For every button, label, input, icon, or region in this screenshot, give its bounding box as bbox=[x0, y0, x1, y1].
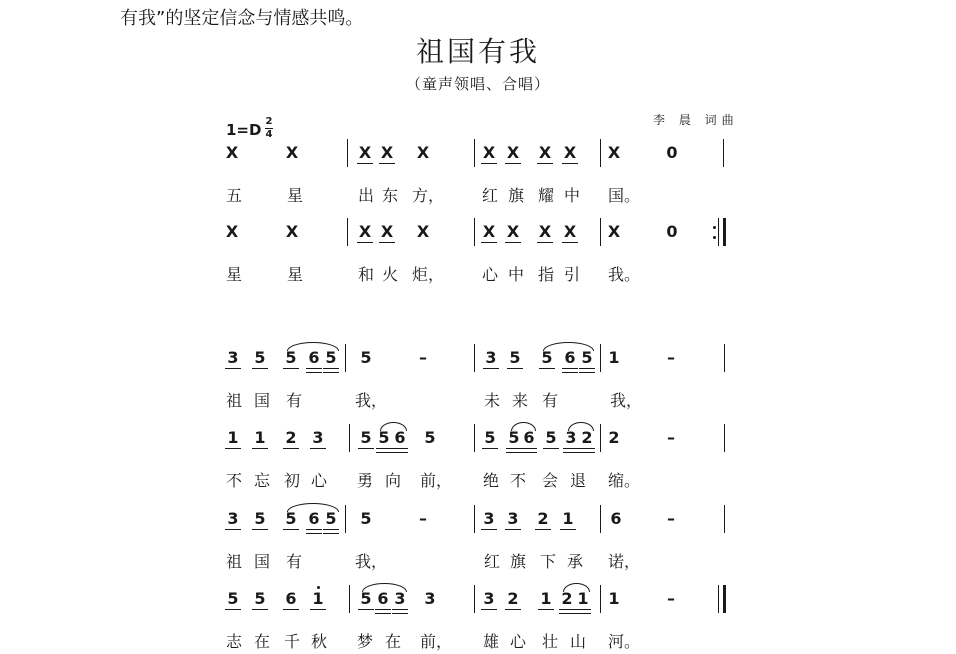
lyric-syllable: 中 bbox=[508, 265, 525, 284]
lyric-syllable: 炬， bbox=[412, 265, 445, 284]
note: X bbox=[285, 222, 299, 241]
lyric-syllable: 红 bbox=[484, 552, 501, 571]
note: 6 bbox=[610, 509, 622, 528]
slur bbox=[287, 342, 339, 351]
key-signature: 1=D bbox=[226, 121, 262, 139]
barline bbox=[474, 424, 475, 452]
lyric-syllable: 星 bbox=[287, 265, 304, 284]
note: 3 bbox=[224, 509, 242, 529]
lyric-syllable: 东 bbox=[382, 186, 399, 205]
note: X bbox=[480, 222, 498, 242]
lyric-syllable: 在 bbox=[254, 632, 271, 651]
note: 5 bbox=[481, 428, 499, 448]
note: X bbox=[378, 143, 396, 163]
note: X bbox=[480, 143, 498, 163]
note: 2 bbox=[558, 589, 576, 609]
note: 3 bbox=[504, 509, 522, 529]
note: X bbox=[561, 222, 579, 242]
barline bbox=[724, 424, 725, 452]
note: 0 bbox=[666, 143, 678, 162]
octave-dot bbox=[317, 586, 320, 589]
lyric-syllable: 退 bbox=[570, 471, 587, 490]
note: – bbox=[419, 509, 427, 528]
lyric-syllable: 在 bbox=[385, 632, 402, 651]
barline bbox=[600, 424, 601, 452]
lyric-syllable: 下 bbox=[540, 552, 557, 571]
note: X bbox=[607, 222, 621, 241]
lyric-syllable: 梦 bbox=[357, 632, 374, 651]
repeat-dot bbox=[713, 236, 716, 239]
barline bbox=[474, 218, 475, 246]
barline bbox=[474, 585, 475, 613]
slur bbox=[543, 342, 594, 351]
time-signature-top: 2 bbox=[265, 116, 273, 127]
barline bbox=[347, 139, 348, 167]
lyric-syllable: 来 bbox=[512, 391, 529, 410]
note: X bbox=[504, 222, 522, 242]
barline bbox=[349, 424, 350, 452]
lyric-syllable: 祖 bbox=[226, 391, 243, 410]
lyric-syllable: 我， bbox=[355, 391, 388, 410]
note: 5 bbox=[224, 589, 242, 609]
barline bbox=[345, 344, 346, 372]
repeat-dot bbox=[713, 226, 716, 229]
barline bbox=[600, 218, 601, 246]
note: 5 bbox=[251, 589, 269, 609]
lyric-syllable: 秋 bbox=[311, 632, 328, 651]
note: X bbox=[356, 222, 374, 242]
note: 6 bbox=[561, 348, 579, 368]
lyric-syllable: 有 bbox=[286, 552, 303, 571]
note: 2 bbox=[282, 428, 300, 448]
barline bbox=[474, 139, 475, 167]
note: – bbox=[667, 589, 675, 608]
note: X bbox=[416, 143, 430, 162]
lyric-syllable: 心 bbox=[482, 265, 499, 284]
barline bbox=[347, 218, 348, 246]
time-signature-bottom: 4 bbox=[265, 129, 273, 140]
song-subtitle: （童声领唱、合唱） bbox=[405, 75, 550, 93]
note: 5 bbox=[357, 589, 375, 609]
note: 2 bbox=[578, 428, 596, 448]
slur bbox=[511, 422, 536, 431]
lyric-syllable: 初 bbox=[284, 471, 301, 490]
barline bbox=[474, 344, 475, 372]
note: 5 bbox=[360, 348, 372, 367]
note: 1 bbox=[559, 509, 577, 529]
barline bbox=[724, 505, 725, 533]
lyric-syllable: 有 bbox=[286, 391, 303, 410]
note: 1 bbox=[251, 428, 269, 448]
note: – bbox=[667, 509, 675, 528]
composer-credit: 李 晨 词曲 bbox=[653, 113, 739, 127]
note: 6 bbox=[391, 428, 409, 448]
barline bbox=[724, 344, 725, 372]
note: X bbox=[225, 222, 239, 241]
note: 5 bbox=[578, 348, 596, 368]
lyric-syllable: 我。 bbox=[608, 265, 641, 284]
time-signature bbox=[265, 117, 273, 140]
note: 6 bbox=[520, 428, 538, 448]
note: 1 bbox=[224, 428, 242, 448]
note: 5 bbox=[357, 428, 375, 448]
slur bbox=[563, 583, 590, 592]
note: 3 bbox=[482, 348, 500, 368]
note: 6 bbox=[305, 509, 323, 529]
note: 1 bbox=[537, 589, 555, 609]
note: 5 bbox=[424, 428, 436, 447]
note: X bbox=[607, 143, 621, 162]
note: 3 bbox=[391, 589, 409, 609]
lyric-syllable: 火 bbox=[382, 265, 399, 284]
lyric-syllable: 河。 bbox=[608, 632, 641, 651]
lyric-syllable: 前， bbox=[420, 632, 453, 651]
lyric-syllable: 五 bbox=[226, 186, 243, 205]
lyric-syllable: 会 bbox=[542, 471, 559, 490]
lyric-syllable: 诺， bbox=[608, 552, 641, 571]
note: 6 bbox=[374, 589, 392, 609]
note: 1 bbox=[574, 589, 592, 609]
lyric-syllable: 我， bbox=[355, 552, 388, 571]
lyric-syllable: 出 bbox=[358, 186, 375, 205]
note: 5 bbox=[251, 509, 269, 529]
lyric-syllable: 旗 bbox=[510, 552, 527, 571]
lyric-syllable: 和 bbox=[358, 265, 375, 284]
note: 3 bbox=[309, 428, 327, 448]
lyric-syllable: 国 bbox=[254, 552, 271, 571]
lyric-syllable: 山 bbox=[570, 632, 587, 651]
note: 5 bbox=[282, 509, 300, 529]
note: 3 bbox=[480, 509, 498, 529]
note: X bbox=[416, 222, 430, 241]
note: – bbox=[419, 348, 427, 367]
note: 0 bbox=[666, 222, 678, 241]
note: 5 bbox=[375, 428, 393, 448]
lyric-syllable: 指 bbox=[538, 265, 555, 284]
note: 5 bbox=[505, 428, 523, 448]
lyric-syllable: 向 bbox=[385, 471, 402, 490]
lyric-syllable: 中 bbox=[564, 186, 581, 205]
lyric-syllable: 千 bbox=[284, 632, 301, 651]
lyric-syllable: 星 bbox=[287, 186, 304, 205]
song-title: 祖国有我 bbox=[415, 35, 540, 68]
lyric-syllable: 不 bbox=[226, 471, 243, 490]
note: 1 bbox=[608, 348, 620, 367]
note: 3 bbox=[424, 589, 436, 608]
barline bbox=[718, 218, 719, 246]
note: 5 bbox=[251, 348, 269, 368]
lyric-syllable: 不 bbox=[510, 471, 527, 490]
note: 3 bbox=[224, 348, 242, 368]
note: 2 bbox=[534, 509, 552, 529]
lyric-syllable: 有 bbox=[542, 391, 559, 410]
slur bbox=[568, 422, 594, 431]
note: 1 bbox=[608, 589, 620, 608]
note: 5 bbox=[542, 428, 560, 448]
slur bbox=[362, 583, 407, 592]
lyric-syllable: 红 bbox=[482, 186, 499, 205]
note: 5 bbox=[360, 509, 372, 528]
lyric-syllable: 勇 bbox=[357, 471, 374, 490]
note: 1 bbox=[309, 589, 327, 609]
note: 5 bbox=[282, 348, 300, 368]
note: 3 bbox=[562, 428, 580, 448]
note: 5 bbox=[322, 509, 340, 529]
lyric-syllable: 国。 bbox=[608, 186, 641, 205]
lyric-syllable: 耀 bbox=[538, 186, 555, 205]
barline bbox=[349, 585, 350, 613]
lyric-syllable: 承 bbox=[567, 552, 584, 571]
lyric-syllable: 志 bbox=[226, 632, 243, 651]
barline bbox=[600, 139, 601, 167]
lyric-syllable: 引 bbox=[564, 265, 581, 284]
note: X bbox=[285, 143, 299, 162]
lyric-syllable: 祖 bbox=[226, 552, 243, 571]
note: 5 bbox=[322, 348, 340, 368]
lyric-syllable: 未 bbox=[484, 391, 501, 410]
note: 3 bbox=[480, 589, 498, 609]
lyric-syllable: 前， bbox=[420, 471, 453, 490]
note: – bbox=[667, 348, 675, 367]
note: X bbox=[378, 222, 396, 242]
barline bbox=[600, 505, 601, 533]
lyric-syllable: 国 bbox=[254, 391, 271, 410]
note: 6 bbox=[282, 589, 300, 609]
barline bbox=[600, 344, 601, 372]
note: X bbox=[536, 222, 554, 242]
lyric-syllable: 绝 bbox=[483, 471, 500, 490]
note: X bbox=[225, 143, 239, 162]
lyric-syllable: 我， bbox=[610, 391, 643, 410]
note: X bbox=[536, 143, 554, 163]
note: 2 bbox=[504, 589, 522, 609]
barline bbox=[345, 505, 346, 533]
barline bbox=[474, 505, 475, 533]
barline bbox=[600, 585, 601, 613]
note: 5 bbox=[538, 348, 556, 368]
lyric-syllable: 心 bbox=[311, 471, 328, 490]
intro-text: 有我”的坚定信念与情感共鸣。 bbox=[120, 8, 364, 29]
note: X bbox=[356, 143, 374, 163]
lyric-syllable: 星 bbox=[226, 265, 243, 284]
barline bbox=[723, 139, 724, 167]
lyric-syllable: 缩。 bbox=[608, 471, 641, 490]
note: X bbox=[561, 143, 579, 163]
barline bbox=[723, 218, 726, 246]
lyric-syllable: 心 bbox=[510, 632, 527, 651]
note: X bbox=[504, 143, 522, 163]
lyric-syllable: 方， bbox=[412, 186, 445, 205]
note: 6 bbox=[305, 348, 323, 368]
lyric-syllable: 忘 bbox=[254, 471, 271, 490]
lyric-syllable: 旗 bbox=[508, 186, 525, 205]
lyric-syllable: 雄 bbox=[483, 632, 500, 651]
note: 2 bbox=[608, 428, 620, 447]
note: – bbox=[667, 428, 675, 447]
barline bbox=[718, 585, 719, 613]
barline bbox=[723, 585, 726, 613]
slur bbox=[380, 422, 407, 431]
slur bbox=[287, 503, 339, 512]
note: 5 bbox=[506, 348, 524, 368]
lyric-syllable: 壮 bbox=[542, 632, 559, 651]
